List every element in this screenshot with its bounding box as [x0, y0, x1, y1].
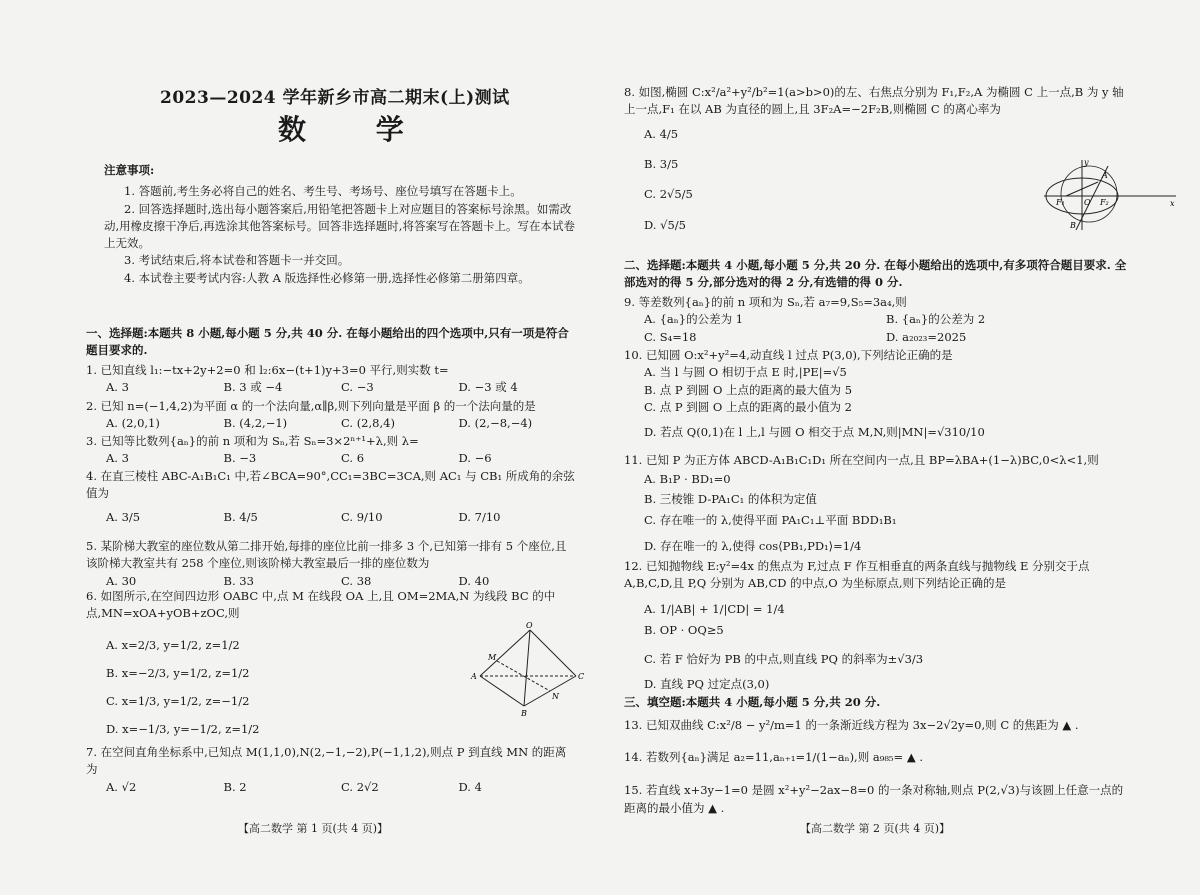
question-12	[624, 558, 1128, 696]
question-4	[86, 468, 576, 526]
option: A. x=2/3, y=1/2, z=1/2	[106, 637, 240, 652]
edge-ob	[524, 630, 530, 706]
question-stem: 11. 已知 P 为正方体 ABCD-A₁B₁C₁D₁ 所在空间内一点,且 BP=λBA+(1−λ)BC,0<λ<1,则	[624, 453, 1099, 467]
label-a: A	[1102, 171, 1108, 180]
question-13: 13. 已知双曲线 C:x²/8 − y²/m=1 的一条渐近线方程为 3x−2√2y=0,则 C 的焦距为 ▲ .	[624, 718, 1079, 732]
option: B. 3/5	[644, 156, 679, 171]
option: B. 33	[223, 573, 254, 588]
figure-tetrahedron	[468, 620, 588, 720]
option: D. 存在唯一的 λ,使得 cos⟨PB₁,PD₁⟩=1/4	[644, 538, 862, 553]
option: B. 三棱锥 D-PA₁C₁ 的体积为定值	[644, 492, 817, 507]
option: B. (4,2,−1)	[223, 416, 288, 431]
edge-ab	[480, 676, 524, 706]
label-b: B	[1070, 221, 1076, 230]
label-f1: F₁	[1056, 198, 1065, 207]
option: C. 点 P 到圆 O 上点的距离的最小值为 2	[644, 399, 852, 414]
option: A. B₁P · BD₁=0	[644, 472, 731, 487]
label-f2: F₂	[1100, 198, 1109, 207]
option: A. 3	[106, 380, 129, 395]
notice-item: 3. 考试结束后,将本试卷和答题卡一并交回。	[124, 253, 350, 268]
question-7	[86, 744, 576, 796]
footer-right: 【高二数学 第 2 页(共 4 页)】	[800, 822, 951, 835]
option: A. 3	[106, 451, 129, 466]
option: A. {aₙ}的公差为 1	[644, 312, 744, 327]
label-m: M	[488, 653, 497, 662]
question-stem: 10. 已知圆 O:x²+y²=4,动直线 l 过点 P(3,0),下列结论正确的是	[624, 348, 953, 362]
option: D. a₂₀₂₃=2025	[886, 329, 967, 344]
option: A. 当 l 与圆 O 相切于点 E 时,|PE|=√5	[644, 365, 847, 380]
option-column	[644, 364, 1128, 441]
question-stem: 2. 已知 n=(−1,4,2)为平面 α 的一个法向量,α∥β,则下列向量是平面 β 的一个法向量的是	[86, 399, 536, 413]
option: B. 2	[223, 779, 247, 794]
label-n: N	[552, 692, 559, 701]
option: C. 若 F 恰好为 PB 的中点,则直线 PQ 的斜率为±√3/3	[644, 652, 924, 667]
option: B. OP · OQ≥5	[644, 622, 724, 637]
question-11	[624, 452, 1128, 556]
question-stem: 7. 在空间直角坐标系中,已知点 M(1,1,0),N(2,−1,−2),P(−1,1,2),则点 P 到直线 MN 的距离为	[86, 745, 567, 777]
label-y: y	[1084, 158, 1089, 167]
notice-block	[104, 162, 584, 287]
section-2-heading: 二、选择题:本题共 4 小题,每小题 5 分,共 20 分. 在每小题给出的选项中,有多项符合题目要求. 全部选对的得 5 分,部分选对的得 2 分,有选错的得 0 分.	[624, 258, 1127, 290]
question-stem: 6. 如图所示,在空间四边形 OABC 中,点 M 在线段 OA 上,且 OM=2MA,N 为线段 BC 的中点,MN=xOA+yOB+zOC,则	[86, 589, 556, 621]
label-o: O	[1084, 198, 1091, 207]
option: A. 3/5	[106, 509, 141, 524]
fill-questions	[624, 716, 1128, 818]
option: D. 40	[458, 573, 490, 588]
option: D. 4	[458, 779, 482, 794]
question-stem: 8. 如图,椭圆 C:x²/a²+y²/b²=1(a>b>0)的左、右焦点分别为 F₁,F₂,A 为椭圆 C 上一点,B 为 y 轴上一点,F₁ 在以 AB 为直径的圆上,且 3F₂A=−2F₂B,则椭圆 C 的离心率为	[624, 85, 1124, 117]
option: D. −3 或 4	[458, 380, 518, 395]
label-c: C	[578, 672, 585, 681]
option: C. 存在唯一的 λ,使得平面 PA₁C₁⊥平面 BDD₁B₁	[644, 512, 897, 527]
footer-left: 【高二数学 第 1 页(共 4 页)】	[238, 822, 389, 835]
notice-heading: 注意事项:	[104, 163, 155, 177]
option-column	[644, 469, 1128, 556]
option: C. 9/10	[341, 509, 383, 524]
option: D. √5/5	[644, 217, 686, 232]
option: C. 38	[341, 573, 372, 588]
notice-item: 1. 答题前,考生务必将自己的姓名、考生号、考场号、座位号填写在答题卡上。	[124, 184, 522, 199]
notice-item: 4. 本试卷主要考试内容:人教 A 版选择性必修第一册,选择性必修第二册第四章。	[124, 270, 530, 285]
question-14: 14. 若数列{aₙ}满足 a₂=11,aₙ₊₁=1/(1−aₙ),则 a₉₈₅= ▲ .	[624, 750, 923, 765]
option-row	[106, 450, 576, 467]
option: C. (2,8,4)	[341, 416, 395, 431]
question-9	[624, 294, 1128, 346]
question-stem: 9. 等差数列{aₙ}的前 n 项和为 Sₙ,若 a₇=9,S₅=3a₄,则	[624, 295, 907, 309]
question-3	[86, 433, 576, 468]
option: D. 若点 Q(0,1)在 l 上,l 与圆 O 相交于点 M,N,则|MN|=√310/10	[644, 425, 985, 439]
option: B. 3 或 −4	[223, 380, 283, 395]
option: A. 4/5	[644, 126, 679, 141]
question-1	[86, 362, 576, 397]
exam-title: 2023—2024 学年新乡市高二期末(上)测试	[160, 88, 510, 108]
label-a: A	[471, 672, 477, 681]
option: B. 4/5	[223, 509, 258, 524]
exam-subject: 数 学	[278, 113, 434, 146]
option: D. (2,−8,−4)	[458, 416, 533, 431]
label-o: O	[526, 621, 533, 630]
option: A. (2,0,1)	[106, 416, 160, 431]
option-column	[644, 599, 1128, 696]
figure-ellipse	[1040, 156, 1180, 234]
question-stem: 5. 某阶梯大教室的座位数从第二排开始,每排的座位比前一排多 3 个,已知第一排有 5 个座位,且该阶梯大教室共有 258 个座位,则该阶梯大教室最后一排的座位数为	[86, 539, 567, 571]
option-row	[644, 329, 1128, 346]
option: B. x=−2/3, y=1/2, z=1/2	[106, 665, 250, 680]
section-1-heading: 一、选择题:本题共 8 小题,每小题 5 分,共 40 分. 在每小题给出的四个选项中,只有一项是符合题目要求的.	[86, 326, 569, 358]
notice-item: 2. 回答选择题时,选出每小题答案后,用铅笔把答题卡上对应题目的答案标号涂黑。如需改动,用橡皮擦干净后,再选涂其他答案标号。回答非选择题时,将答案写在答题卡上。写在本试卷上无效。	[104, 201, 575, 250]
question-10	[624, 347, 1128, 441]
right-page	[600, 0, 1200, 895]
edge-oc	[530, 630, 576, 676]
option-row	[106, 779, 576, 796]
question-stem: 3. 已知等比数列{aₙ}的前 n 项和为 Sₙ,若 Sₙ=3×2ⁿ⁺¹+λ,则 λ=	[86, 434, 419, 448]
question-15: 15. 若直线 x+3y−1=0 是圆 x²+y²−2ax−8=0 的一条对称轴,则点 P(2,√3)与该圆上任意一点的距离的最小值为 ▲ .	[624, 782, 1124, 816]
question-stem: 4. 在直三棱柱 ABC-A₁B₁C₁ 中,若∠BCA=90°,CC₁=3BC=3CA,则 AC₁ 与 CB₁ 所成角的余弦值为	[86, 469, 575, 501]
option: A. √2	[106, 779, 137, 794]
option: C. −3	[341, 380, 374, 395]
option-row	[106, 415, 576, 432]
option: B. {aₙ}的公差为 2	[886, 312, 986, 327]
question-2	[86, 398, 576, 433]
option: C. 2√2	[341, 779, 379, 794]
option: A. 30	[106, 573, 137, 588]
option: D. 7/10	[458, 509, 501, 524]
option-row	[106, 509, 576, 526]
section-3-heading: 三、填空题:本题共 4 小题,每小题 5 分,共 20 分.	[624, 695, 881, 709]
option: D. 直线 PQ 过定点(3,0)	[644, 677, 770, 692]
question-stem: 1. 已知直线 l₁:−tx+2y+2=0 和 l₂:6x−(t+1)y+3=0 平行,则实数 t=	[86, 363, 449, 377]
question-stem: 12. 已知抛物线 E:y²=4x 的焦点为 F,过点 F 作互相垂直的两条直线与抛物线 E 分别交于点 A,B,C,D,且 P,Q 分别为 AB,CD 的中点,O 为坐标原点,则下列结论正确的是	[624, 559, 1090, 591]
label-x: x	[1170, 199, 1175, 208]
option: B. −3	[223, 451, 257, 466]
option: C. S₄=18	[644, 329, 697, 344]
option: C. 2√5/5	[644, 187, 693, 202]
option-row	[106, 379, 576, 396]
option-row	[644, 311, 1128, 328]
option: C. x=1/3, y=1/2, z=−1/2	[106, 693, 250, 708]
label-b: B	[521, 709, 527, 718]
option: C. 6	[341, 451, 365, 466]
option: A. 1/|AB| + 1/|CD| = 1/4	[644, 601, 785, 616]
option: D. x=−1/3, y=−1/2, z=1/2	[106, 722, 260, 737]
question-5	[86, 538, 576, 590]
option: D. −6	[458, 451, 492, 466]
option: B. 点 P 到圆 O 上点的距离的最大值为 5	[644, 382, 853, 397]
